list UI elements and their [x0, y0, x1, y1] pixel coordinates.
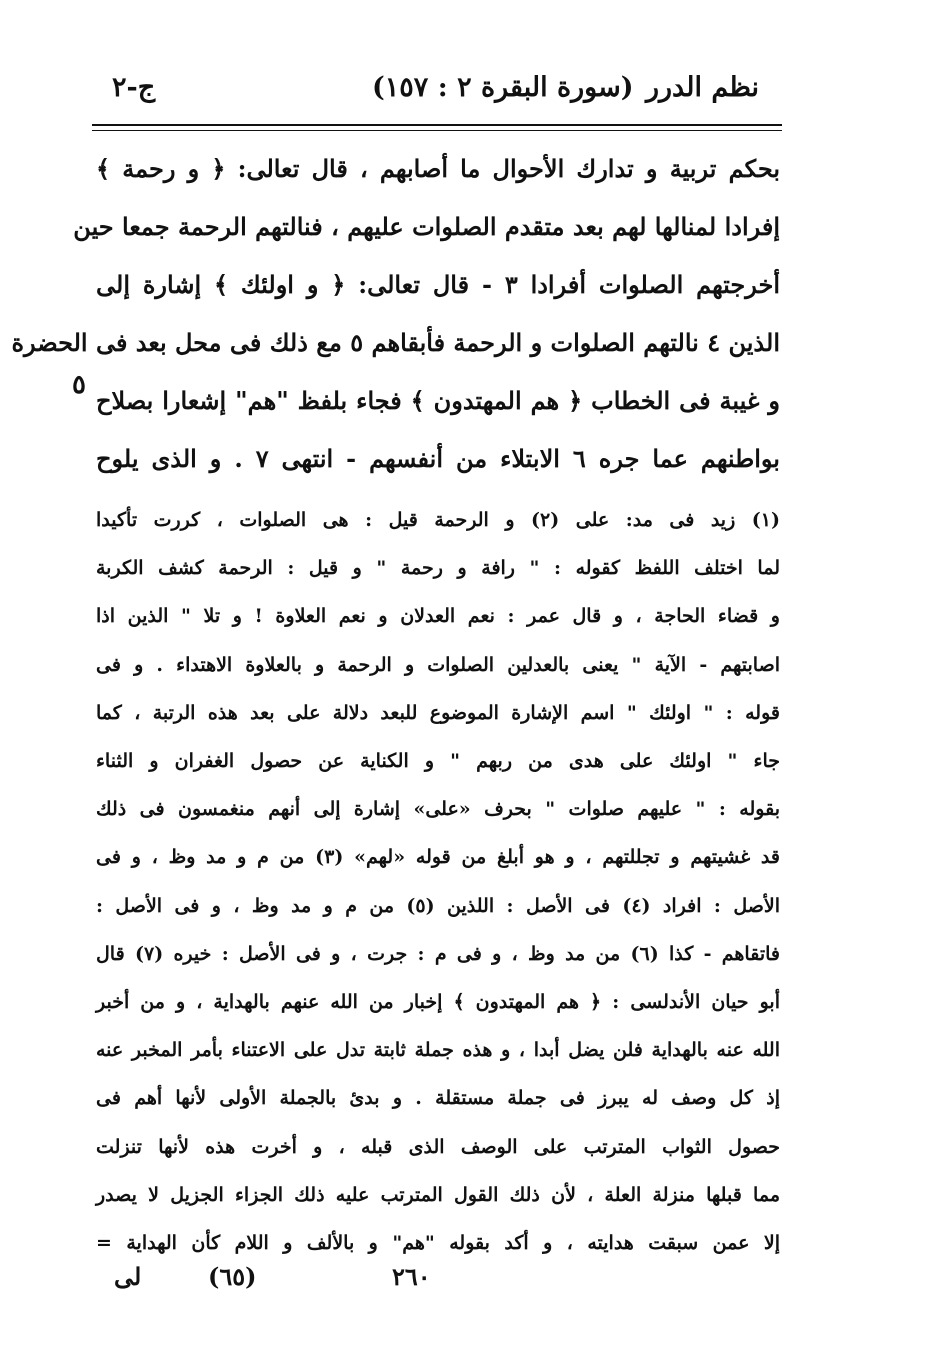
main-line: بحكم تربية و تدارك الأحوال ما أصابهم ، قال تعالى: ﴿ و رحمة ﴾ [96, 154, 781, 183]
footnote-line: جاء " اولئك على هدى من ربهم " و الكناية عن حصول الغفران و الثناء [96, 750, 780, 773]
main-line: أخرجتهم الصلوات أفرادا ٣ - قال تعالى: ﴿ و اولئك ﴾ إشارة إلى [96, 270, 780, 299]
main-line: بواطنهم عما جره ٦ الابتلاء من أنفسهم - انتهى ٧ . و الذى يلوح [96, 444, 780, 473]
footnote-line: و قضاء الحاجة ، و قال عمر : نعم العدلان و نعم العلاوة ! و تلا " الذين اذا [96, 605, 780, 628]
volume-label: ج-٢ [112, 72, 156, 103]
main-line: إفرادا لمنالها لهم بعد متقدم الصلوات عليهم ، فنالتهم الرحمة جمعا حين [73, 212, 780, 241]
footnote-line: أبو حيان الأندلسى : ﴿ هم المهتدون ﴾ إخبار من الله عنهم بالهداية ، و من أخبر [96, 991, 780, 1014]
main-line: و غيبة فى الخطاب ﴿ هم المهتدون ﴾ فجاء بلفظ "هم" إشعارا بصلاح [96, 386, 780, 415]
main-line: الذين ٤ نالتهم الصلوات و الرحمة فأبقاهم ٥ مع ذلك فى محل بعد فى الحضرة [11, 328, 780, 357]
signature-mark: لى [114, 1262, 142, 1291]
footnote-line: فاتقاهم - كذا (٦) من مد وظ ، و فى م : جرت ، و فى الأصل : خيره (٧) قال [96, 942, 780, 965]
footnote-line: إذ كل وصف له يبرز فى جملة مستقلة . و بدئ بالجملة الأولى لأنها أهم فى [96, 1087, 780, 1110]
header-rule-thin [92, 130, 782, 131]
footnote-line: قوله : " اولئك " اسم الإشارة الموضوع للبعد دلالة على بعد هذه الرتبة ، كما [96, 701, 780, 724]
footnote-line: إلا عمن سبقت هدايته ، و أكد بقوله "هم" و بالألف و اللام كأن الهداية = [96, 1232, 780, 1255]
line-number-marker: ٥ [72, 370, 86, 400]
footnote-line: حصول الثواب المترتب على الوصف الذى قبله ، و أخرت هذه لأنها تنزلت [96, 1135, 780, 1158]
footnote-line: (١) زيد فى مد: على (٢) و الرحمة قيل : هى الصلوات ، كررت تأكيدا [96, 509, 780, 531]
footnote-line: قد غشيتهم و تجللتهم ، و هو أبلغ من قوله «لهم» (٣) من م و مد وظ ، و فى [96, 846, 780, 869]
footnote-line: اصابتهم - الآية " يعنى بالعدلين الصلوات و الرحمة و بالعلاوة الاهتداء . و فى [96, 653, 780, 676]
footnote-line: الله عنه بالهداية فلن يضل أبدا ، و هذه جملة ثابتة تدل على الاعتناء بأمر المخبر عنه [96, 1039, 780, 1062]
footnote-line: مما قبلها منزلة العلة ، لأن ذلك القول المترتب عليه ذلك الجزاء الجزيل لا يصدر [96, 1183, 780, 1206]
main-text [11, 140, 781, 488]
page-header [0, 72, 927, 116]
header-rule [92, 124, 782, 126]
book-title: نظم الدرر [645, 72, 759, 103]
surah-reference: (سورة البقرة ٢ : ١٥٧) [372, 72, 634, 103]
section-number: (٦٥) [208, 1262, 257, 1291]
footnote-line: الأصل : افراد (٤) فى الأصل : اللذين (٥) من م و مد وظ ، و فى الأصل : [96, 894, 780, 917]
page-footer [0, 1262, 927, 1302]
footnotes [96, 496, 780, 1267]
page-number: ٢٦٠ [392, 1262, 431, 1291]
footnote-line: لما اختلف اللفظ كقوله : " رافة و رحمة " و قيل : الرحمة كشف الكربة [96, 557, 780, 580]
footnote-line: بقوله : " عليهم صلوات " بحرف «على» إشارة إلى أنهم منغمسون فى ذلك [96, 798, 780, 821]
